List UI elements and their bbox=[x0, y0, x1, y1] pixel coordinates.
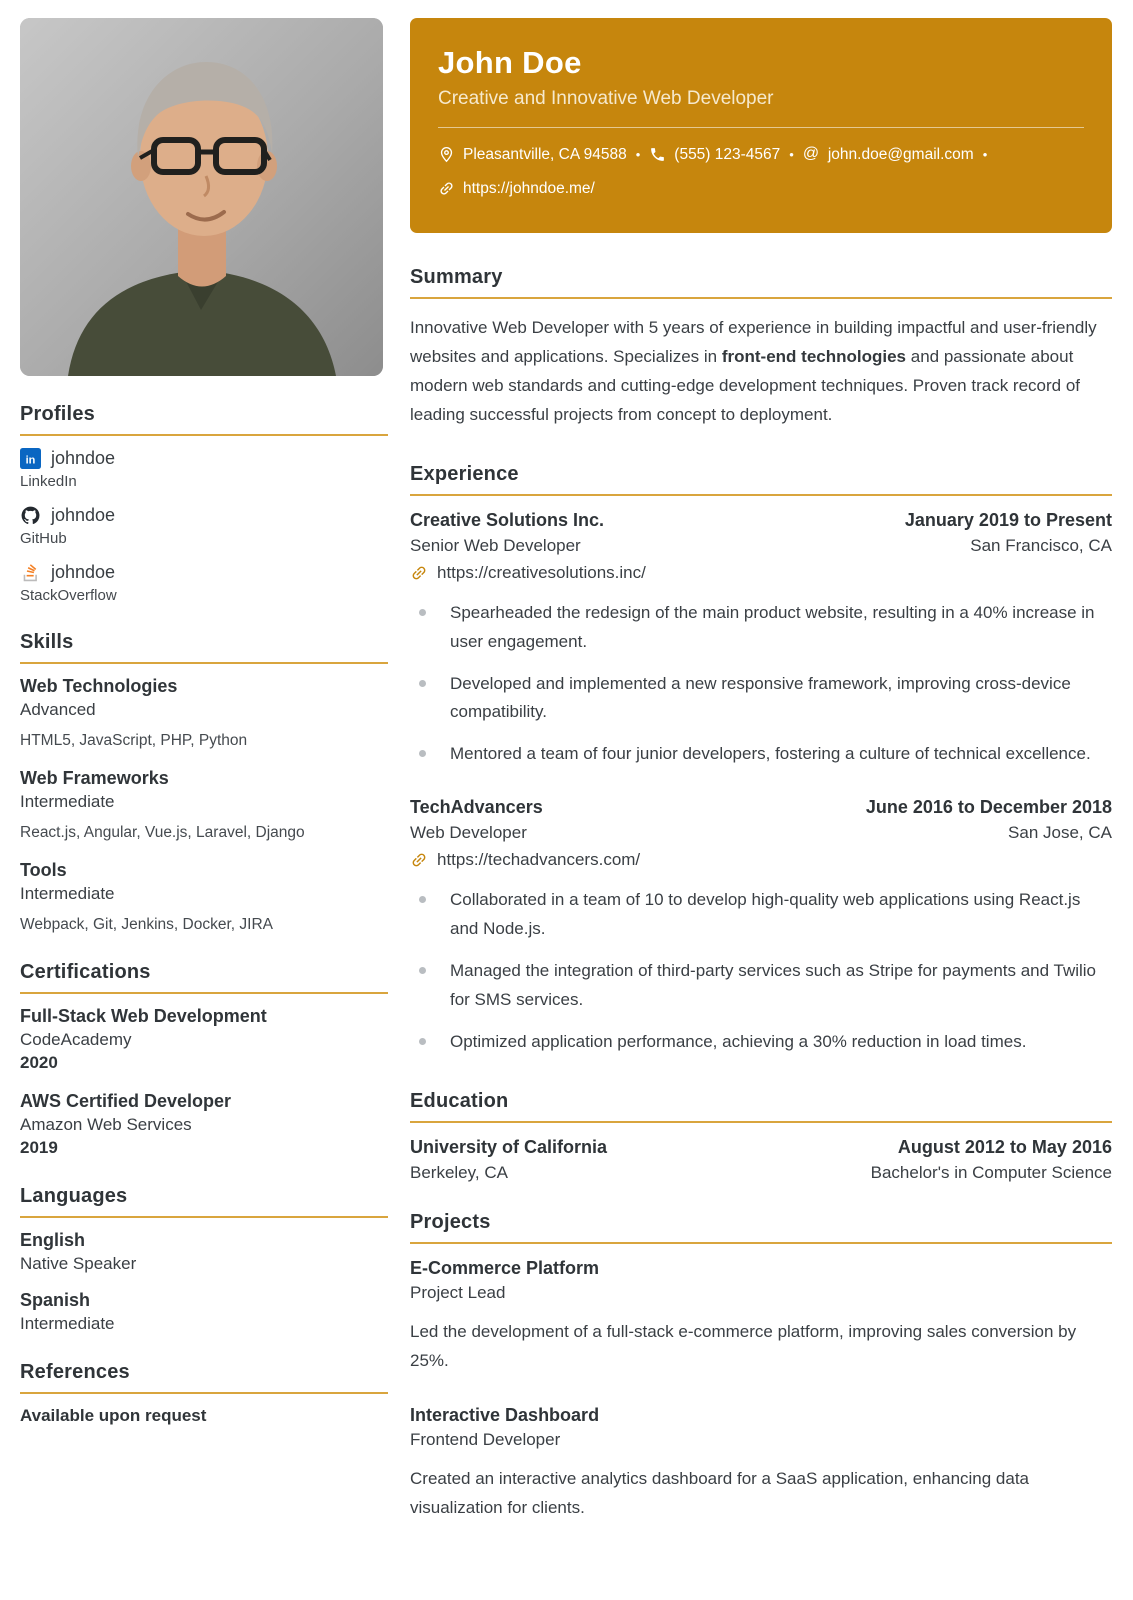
job-highlight: Managed the integration of third-party services such as Stripe for payments and Twilio for SMS services. bbox=[410, 957, 1112, 1015]
skill-name: Tools bbox=[20, 860, 67, 880]
education-entry bbox=[410, 1137, 1112, 1183]
resume-header bbox=[410, 18, 1112, 233]
experience-heading: Experience bbox=[410, 463, 1112, 496]
certification-title: AWS Certified Developer bbox=[20, 1091, 232, 1111]
phone-icon bbox=[649, 146, 666, 163]
certification-title: Full-Stack Web Development bbox=[20, 1006, 267, 1026]
contact-location bbox=[438, 141, 627, 169]
contact-row bbox=[438, 141, 1084, 203]
link-icon bbox=[434, 177, 458, 201]
references-section bbox=[20, 1361, 388, 1426]
skill-keywords: HTML5, JavaScript, PHP, Python bbox=[20, 732, 248, 749]
skill-level: Intermediate bbox=[20, 884, 115, 903]
contact-phone-text: (555) 123-4567 bbox=[674, 146, 781, 163]
job-url-text: https://creativesolutions.inc/ bbox=[437, 562, 646, 582]
project-name: Interactive Dashboard bbox=[410, 1405, 600, 1426]
job-location: San Francisco, CA bbox=[970, 535, 1112, 555]
experience-section bbox=[410, 463, 1112, 1057]
projects-heading: Projects bbox=[410, 1211, 1112, 1244]
github-icon bbox=[20, 505, 41, 526]
references-heading: References bbox=[20, 1361, 388, 1394]
references-note: Available upon request bbox=[20, 1406, 207, 1425]
contact-separator: • bbox=[789, 147, 794, 163]
project-description: Led the development of a full-stack e-commerce platform, improving sales conversion by 25%. bbox=[410, 1321, 1077, 1370]
job-highlight: Developed and implemented a new responsive framework, improving cross-device compatibility. bbox=[410, 670, 1112, 728]
project-role: Frontend Developer bbox=[410, 1430, 561, 1450]
language-fluency: Native Speaker bbox=[20, 1254, 137, 1273]
person-headline: Creative and Innovative Web Developer bbox=[438, 88, 774, 109]
profile-linkedin bbox=[20, 448, 388, 490]
job-website-link[interactable] bbox=[410, 563, 1112, 583]
education-location: Berkeley, CA bbox=[410, 1162, 508, 1182]
stackoverflow-username-link[interactable] bbox=[20, 562, 388, 583]
github-username-link[interactable] bbox=[20, 505, 388, 526]
job-entry bbox=[410, 797, 1112, 1056]
skill-item bbox=[20, 676, 388, 750]
skills-section bbox=[20, 631, 388, 934]
certification-issuer: CodeAcademy bbox=[20, 1030, 132, 1049]
skill-level: Intermediate bbox=[20, 792, 115, 811]
contact-website-text: https://johndoe.me/ bbox=[463, 179, 595, 197]
language-name: English bbox=[20, 1230, 86, 1250]
skill-name: Web Frameworks bbox=[20, 768, 169, 788]
skill-item bbox=[20, 860, 388, 934]
project-description: Created an interactive analytics dashboard for a SaaS application, enhancing data visualization for clients. bbox=[410, 1469, 1030, 1518]
svg-text:in: in bbox=[25, 454, 36, 467]
job-highlights bbox=[410, 886, 1112, 1056]
sidebar bbox=[20, 18, 388, 1523]
language-item bbox=[20, 1230, 388, 1274]
profiles-heading: Profiles bbox=[20, 403, 388, 436]
location-pin-icon bbox=[438, 146, 455, 163]
education-degree: Bachelor's in Computer Science bbox=[870, 1162, 1112, 1182]
contact-separator: • bbox=[635, 147, 641, 163]
job-highlights bbox=[410, 599, 1112, 769]
profile-photo bbox=[20, 18, 383, 376]
education-school: University of California bbox=[410, 1136, 608, 1157]
project-entry bbox=[410, 1258, 1112, 1376]
skill-item bbox=[20, 768, 388, 842]
summary-section bbox=[410, 266, 1112, 430]
skill-keywords: Webpack, Git, Jenkins, Docker, JIRA bbox=[20, 916, 273, 933]
job-website-link[interactable] bbox=[410, 850, 1112, 870]
job-highlight: Spearheaded the redesign of the main product website, resulting in a 40% increase in user engagement. bbox=[410, 599, 1112, 657]
linkedin-icon bbox=[20, 448, 41, 469]
summary-paragraph bbox=[410, 313, 1112, 430]
linkedin-username: johndoe bbox=[51, 448, 116, 468]
job-company: Creative Solutions Inc. bbox=[410, 509, 605, 530]
job-highlight: Optimized application performance, achieving a 30% reduction in load times. bbox=[410, 1028, 1112, 1057]
header-divider bbox=[438, 127, 1084, 128]
summary-text-bold: front-end technologies bbox=[721, 347, 907, 367]
portrait-illustration bbox=[20, 18, 383, 376]
job-entry bbox=[410, 510, 1112, 769]
certification-issuer: Amazon Web Services bbox=[20, 1115, 192, 1134]
job-company: TechAdvancers bbox=[410, 797, 543, 818]
skills-heading: Skills bbox=[20, 631, 388, 664]
linkedin-network-label: LinkedIn bbox=[20, 473, 77, 490]
contact-email[interactable] bbox=[803, 141, 974, 169]
job-highlight: Mentored a team of four junior developers, fostering a culture of technical excellence. bbox=[410, 740, 1112, 769]
stackoverflow-icon bbox=[20, 562, 41, 583]
stackoverflow-username: johndoe bbox=[51, 562, 116, 582]
summary-text-1: Innovative Web Developer with 5 years of experience in building impactful and user-friendly websites and applications. Specializes in bbox=[410, 317, 1097, 367]
languages-heading: Languages bbox=[20, 1185, 388, 1218]
link-icon bbox=[406, 560, 431, 585]
github-username: johndoe bbox=[51, 505, 116, 525]
language-fluency: Intermediate bbox=[20, 1314, 115, 1333]
job-dates: January 2019 to Present bbox=[904, 509, 1112, 530]
contact-location-text: Pleasantville, CA 94588 bbox=[463, 146, 627, 163]
languages-section bbox=[20, 1185, 388, 1334]
certification-year: 2019 bbox=[20, 1138, 58, 1157]
link-icon bbox=[406, 847, 431, 872]
education-heading: Education bbox=[410, 1090, 1112, 1123]
certification-item bbox=[20, 1091, 388, 1158]
education-dates: August 2012 to May 2016 bbox=[897, 1136, 1112, 1157]
contact-website[interactable] bbox=[438, 175, 595, 203]
job-dates: June 2016 to December 2018 bbox=[865, 797, 1112, 818]
job-location: San Jose, CA bbox=[1008, 823, 1112, 843]
project-name: E-Commerce Platform bbox=[410, 1257, 600, 1278]
skill-keywords: React.js, Angular, Vue.js, Laravel, Django bbox=[20, 824, 305, 841]
project-role: Project Lead bbox=[410, 1282, 506, 1302]
language-name: Spanish bbox=[20, 1290, 91, 1310]
job-url-text: https://techadvancers.com/ bbox=[437, 850, 641, 870]
language-item bbox=[20, 1290, 388, 1334]
certification-year: 2020 bbox=[20, 1053, 58, 1072]
contact-email-text: john.doe@gmail.com bbox=[827, 146, 974, 163]
stackoverflow-network-label: StackOverflow bbox=[20, 587, 117, 604]
projects-section bbox=[410, 1211, 1112, 1524]
contact-separator: • bbox=[982, 147, 988, 163]
main-column bbox=[410, 18, 1112, 1523]
job-highlight: Collaborated in a team of 10 to develop high-quality web applications using React.js and Node.js. bbox=[410, 886, 1112, 944]
skill-level: Advanced bbox=[20, 700, 96, 719]
github-network-label: GitHub bbox=[20, 530, 67, 547]
summary-text-2: and passionate about modern web standards and cutting-edge development techniques. Proven track record of leading successful projects from concept to deployment. bbox=[410, 347, 1081, 425]
certifications-section bbox=[20, 961, 388, 1158]
summary-heading: Summary bbox=[410, 266, 1112, 299]
certifications-heading: Certifications bbox=[20, 961, 388, 994]
contact-phone[interactable] bbox=[649, 141, 780, 169]
profile-github bbox=[20, 505, 388, 547]
education-section bbox=[410, 1090, 1112, 1183]
job-position: Senior Web Developer bbox=[410, 535, 581, 555]
person-name: John Doe bbox=[438, 45, 582, 80]
profiles-section bbox=[20, 403, 388, 604]
at-sign-icon: @ bbox=[802, 145, 820, 163]
profile-stackoverflow bbox=[20, 562, 388, 604]
linkedin-username-link[interactable] bbox=[20, 448, 388, 469]
job-position: Web Developer bbox=[410, 823, 527, 843]
certification-item bbox=[20, 1006, 388, 1073]
skill-name: Web Technologies bbox=[20, 676, 178, 696]
project-entry bbox=[410, 1405, 1112, 1523]
